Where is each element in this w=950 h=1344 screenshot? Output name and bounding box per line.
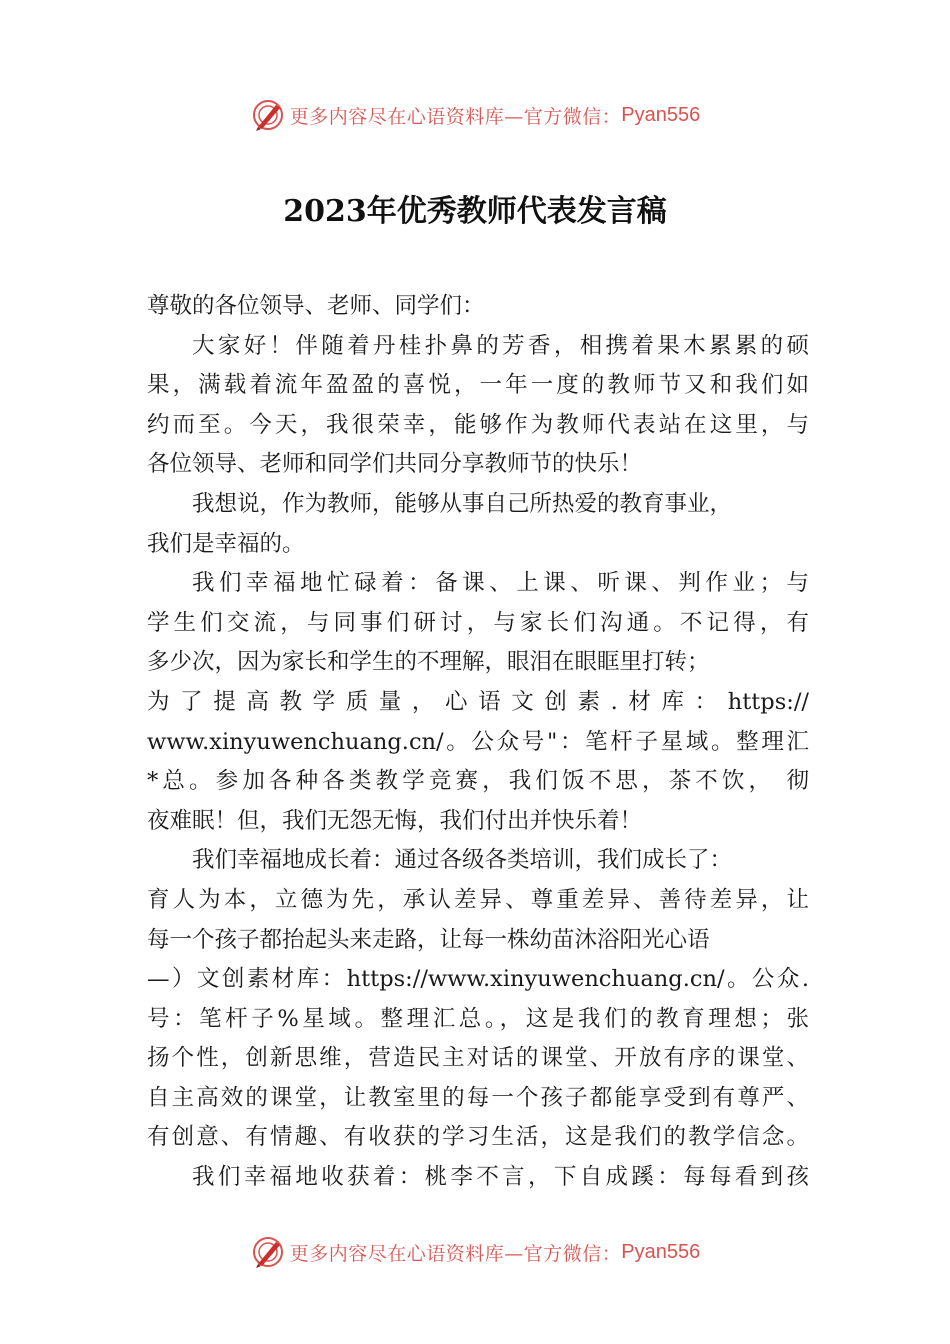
- text-line: 每一个孩子都抬起头来走路，让每一株幼苗沐浴阳光心语: [147, 926, 710, 953]
- text-line: 扬个性，创新思维，营造民主对话的课堂、开放有序的课堂、: [147, 1045, 809, 1072]
- pen-logo-icon: [250, 97, 286, 133]
- paragraph-1: [147, 327, 809, 367]
- text-line: 多少次，因为家长和学生的不理解，眼泪在眼眶里打转；: [147, 649, 710, 676]
- paragraph-2: [147, 485, 809, 525]
- paragraph-4-cont: [147, 881, 809, 1158]
- wechat-id: Pyan556: [621, 1240, 701, 1263]
- text-line: 各位领导、老师和同学们共同分享教师节的快乐！: [147, 451, 643, 478]
- paragraph-1-cont: [147, 366, 809, 485]
- text-line: 学生们交流，与同事们研讨，与家长们沟通。不记得，有: [147, 609, 809, 636]
- banner-text: 更多内容尽在心语资料库—官方微信：: [289, 105, 622, 128]
- text-line: 我想说，作为教师，能够从事自己所热爱的教育事业，: [192, 490, 733, 517]
- text-line: 我们幸福地忙碌着：备课、上课、听课、判作业；与: [192, 570, 809, 597]
- paragraph-2-cont: [147, 525, 809, 565]
- pen-logo-icon: [250, 1234, 286, 1270]
- text-line: 夜难眠！但，我们无怨无悔，我们付出并快乐着！: [147, 807, 643, 834]
- text-line: 为了提高教学质量，心语文创素.材库：https://: [147, 688, 809, 715]
- text-line: 自主高效的课堂，让教室里的每一个孩子都能享受到有尊严、: [147, 1084, 809, 1111]
- document-body: [147, 287, 809, 1198]
- text-line: 我们是幸福的。: [147, 530, 305, 557]
- paragraph-3: [147, 564, 809, 604]
- greeting: 尊敬的各位领导、老师、同学们：: [147, 293, 485, 319]
- text-line: 我们幸福地成长着：通过各级各类培训，我们成长了：: [192, 847, 733, 874]
- text-line: 育人为本，立德为先，承认差异、尊重差异、善待差异，让: [147, 886, 809, 913]
- banner-text: 更多内容尽在心语资料库—官方微信：: [289, 1242, 622, 1265]
- page-title: 2023年优秀教师代表发言稿: [283, 194, 667, 229]
- text-line: 果，满载着流年盈盈的喜悦，一年一度的教师节又和我们如: [147, 372, 809, 399]
- paragraph-3-cont: [147, 604, 809, 842]
- text-line: 约而至。今天，我很荣幸，能够作为教师代表站在这里，与: [147, 411, 809, 438]
- paragraph-4: [147, 841, 809, 881]
- header-banner: [0, 95, 950, 135]
- text-line: *总。参加各种各类教学竞赛，我们饭不思，茶不饮， 彻: [147, 768, 809, 795]
- footer-banner: [0, 1232, 950, 1272]
- wechat-id: Pyan556: [621, 103, 701, 126]
- text-line: 有创意、有情趣、有收获的学习生活，这是我们的教学信念。: [147, 1124, 809, 1151]
- text-line: 我们幸福地收获着：桃李不言，下自成蹊：每每看到孩: [192, 1164, 809, 1191]
- text-line: 号：笔杆子%星域。整理汇总。，这是我们的教育理想；张: [147, 1005, 809, 1032]
- text-line: www.xinyuwenchuang.cn/。公众号"：笔杆子星域。整理汇: [147, 728, 809, 755]
- paragraph-5: [147, 1158, 809, 1198]
- text-line: 大家好！伴随着丹桂扑鼻的芳香，相携着果木累累的硕: [192, 332, 809, 359]
- text-line: —）文创素材库：https://www.xinyuwenchuang.cn/。公众.: [147, 966, 809, 993]
